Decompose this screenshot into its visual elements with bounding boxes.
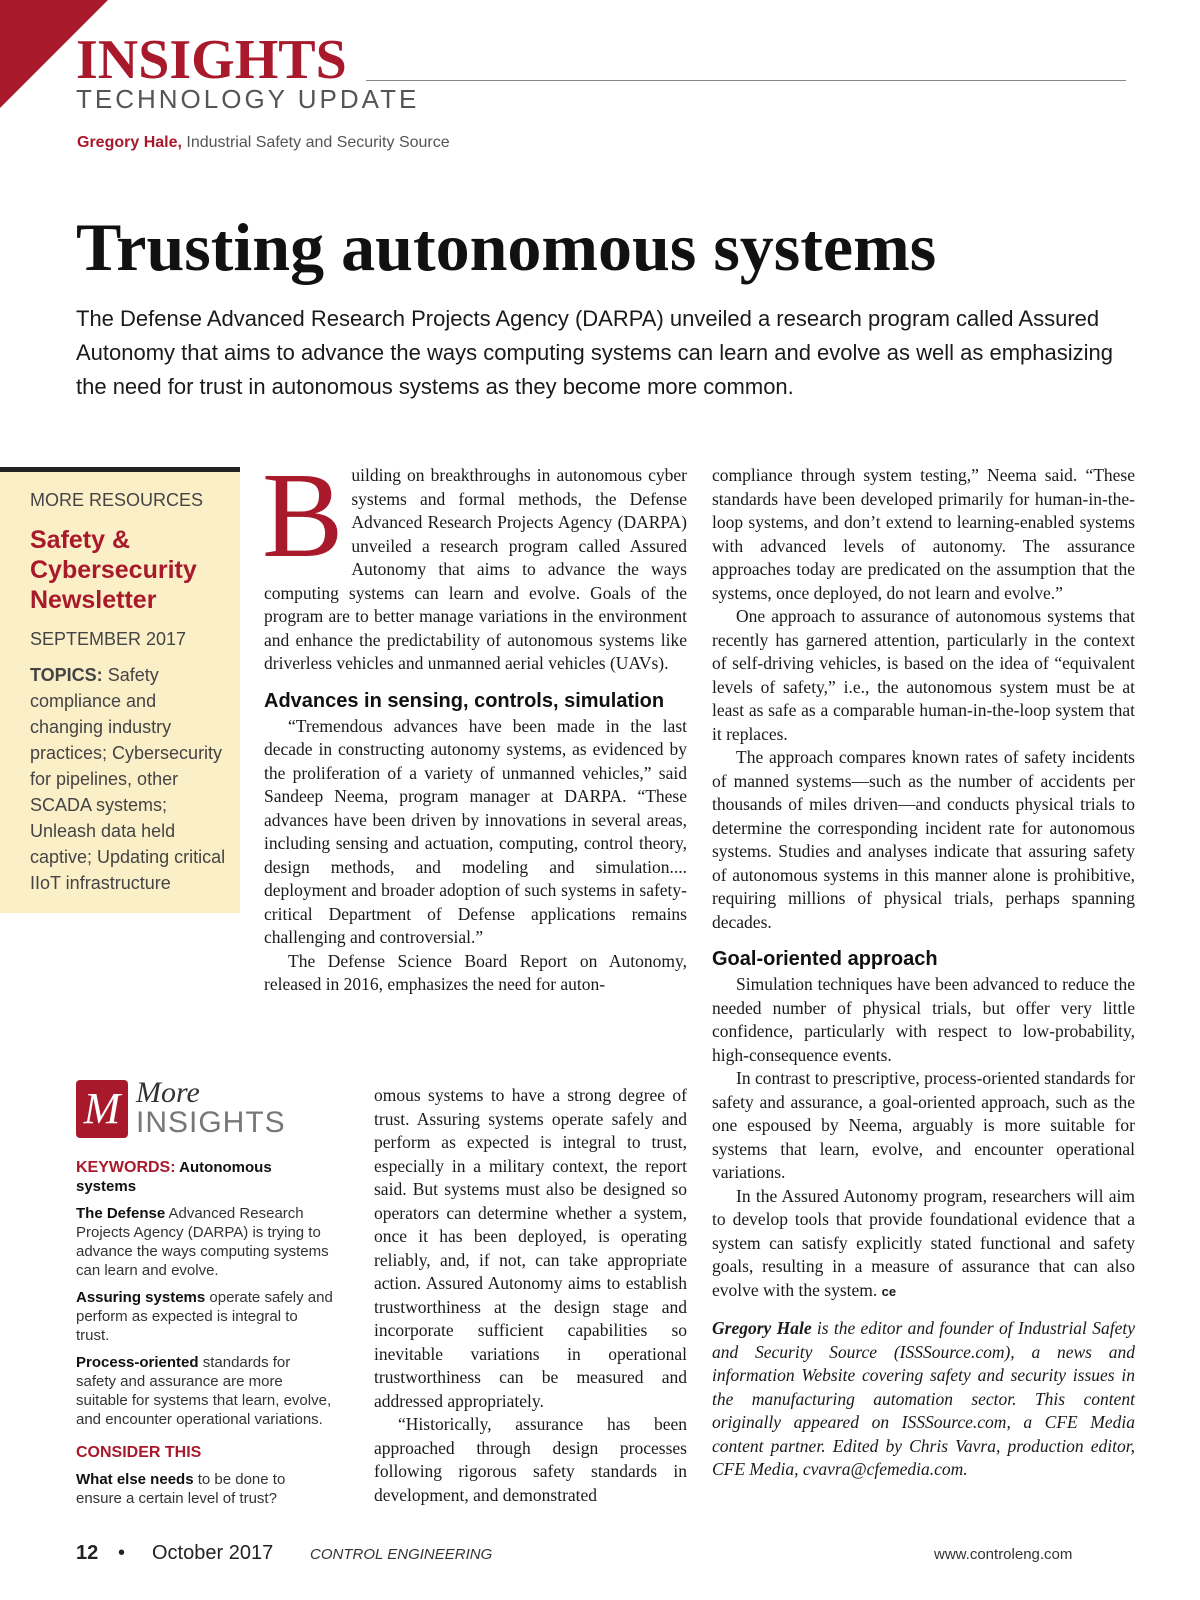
article-column-1	[262, 448, 687, 997]
paragraph-8: Simulation techniques have been advanced to reduce the needed number of physical trials, but offer very little confidence, particularly with respect to low-probability, high-consequence events.	[712, 974, 1135, 1065]
bio-name: Gregory Hale	[712, 1318, 812, 1338]
paragraph-10	[712, 1185, 1135, 1304]
insight-1-lead: The Defense	[76, 1205, 166, 1222]
consider-text: to be done to ensure a certain level of trust?	[76, 1471, 286, 1507]
subhead-goal-oriented: Goal-oriented approach	[712, 948, 938, 970]
header-rule	[366, 80, 1126, 81]
consider-lead: What else needs	[76, 1471, 194, 1488]
topics-text: Safety compliance and changing industry practices; Cybersecurity for pipelines, other SCADA systems; Unleash data held captive; Updating critical IIoT infrastructure	[30, 665, 226, 893]
more-insights-more: More	[136, 1076, 200, 1109]
more-insights-logo	[76, 1076, 336, 1140]
drop-cap: B	[262, 448, 344, 583]
article-column-2	[712, 464, 1135, 1482]
end-mark: ce	[881, 1283, 897, 1299]
footer-bullet: •	[118, 1542, 126, 1564]
byline	[77, 134, 450, 152]
resources-date: SEPTEMBER 2017	[30, 629, 187, 649]
paragraph-7: The approach compares known rates of safety incidents of manned systems—such as the number of accidents per thousands of miles driven—and conducts physical trials to determine the corresponding incident rate for autonomous systems. Studies and analyses indicate that assuring safety of autonomous systems in this manner alone is prohibitive, requiring millions of physical trials, perhaps spanning decades.	[712, 747, 1135, 932]
resources-topics	[30, 662, 226, 896]
footer-date: October 2017	[152, 1542, 274, 1564]
footer-url[interactable]: www.controleng.com	[934, 1546, 1073, 1563]
insight-2-lead: Assuring systems	[76, 1289, 206, 1306]
paragraph-1: uilding on breakthroughs in autonomous cyber systems and formal methods, the Defense Advanced Research Projects Agency (DARPA) unveiled a research program called Assured Autonomy that aims to advance the ways computing systems can learn and evolve. Goals of the program are to better manage variations in the environment and enhance the predictability of autonomous systems like driverless vehicles and unmanned aerial vehicles (UAVs).	[264, 465, 687, 673]
byline-author: Gregory Hale,	[77, 134, 182, 151]
byline-source: Industrial Safety and Security Source	[186, 134, 450, 151]
topics-label: TOPICS:	[30, 665, 103, 685]
subhead-advances: Advances in sensing, controls, simulation	[264, 689, 665, 712]
keywords-label: KEYWORDS:	[76, 1159, 176, 1176]
keywords-block	[76, 1158, 334, 1516]
paragraph-5: compliance through system testing,” Neema said. “These standards have been developed primarily for human-in-the-loop systems, and don’t extend to learning-enabled systems with advanced levels of autonomy. The assurance approaches today are predicated on the assumption that the systems, once deployed, do not learn and evolve.”	[712, 465, 1135, 603]
paragraph-9: In contrast to prescriptive, process-oriented standards for safety and assurance, a goal-oriented approach, such as the one espoused by Neema, arguably is more suitable for systems that learn, evolve, and encounter operational variations.	[712, 1068, 1135, 1182]
page-number: 12	[76, 1542, 99, 1564]
footer-magazine: CONTROL ENGINEERING	[310, 1546, 493, 1563]
section-title: INSIGHTS	[76, 29, 347, 91]
more-insights-insights: INSIGHTS	[136, 1106, 286, 1139]
paragraph-2: “Tremendous advances have been made in the last decade in constructing autonomy systems, as evidenced by the proliferation of a variety of unmanned vehicles,” said Sandeep Neema, program manager at DARPA. “These advances have been driven by innovations in several areas, including sensing and actuation, computing, control theory, design methods, and modeling and simulation.... deployment and broader adoption of such systems in safety-critical Department of Defense applications remains challenging and controversial.”	[264, 715, 687, 947]
author-bio	[712, 1317, 1135, 1482]
resources-label: MORE RESOURCES	[30, 490, 204, 510]
paragraph-3a: The Defense Science Board Report on Autonomy, released in 2016, emphasizes the need for auton-	[264, 950, 687, 994]
paragraph-3b: omous systems to have a strong degree of trust. Assuring systems operate safely and perform as expected is integral to trust, especially in a military context, the report said. But systems must also be designed so operators can determine whether a system, once it has been deployed, is operating reliably, and, if not, can take appropriate action. Assured Autonomy aims to establish trustworthiness at the design stage and incorporate sufficient capabilities so inevitable variations in operational trustworthiness can be measured and addressed appropriately.	[374, 1085, 687, 1411]
paragraph-4: “Historically, assurance has been approached through design processes following rigorous safety standards in development, and demonstrated	[374, 1414, 687, 1505]
article-column-1-lower	[374, 1084, 687, 1507]
bio-text: is the editor and founder of Industrial Safety and Security Source (ISSSource.com), a news and information Website covering safety and security issues in the manufacturing automation sector. This content originally appeared on ISSSource.com, a CFE Media content partner. Edited by Chris Vavra, production editor, CFE Media, cvavra@cfemedia.com.	[712, 1318, 1135, 1479]
subsection-title: TECHNOLOGY UPDATE	[76, 84, 420, 114]
resources-title[interactable]: Safety & Cybersecurity Newsletter	[30, 526, 197, 614]
keywords-text: Autonomous systems	[76, 1159, 272, 1195]
paragraph-6: One approach to assurance of autonomous systems that recently has garnered attention, particularly in the context of self-driving vehicles, is based on the idea of “equivalent levels of safety,” i.e., the autonomous system must be at least as safe as a comparable human-in-the-loop system that it replaces.	[712, 606, 1135, 744]
insight-2-text: operate safely and perform as expected is integral to trust.	[76, 1289, 333, 1344]
insight-1-text: Advanced Research Projects Agency (DARPA) is trying to advance the ways computing systems can learn and evolve.	[76, 1205, 329, 1279]
consider-label: CONSIDER THIS	[76, 1444, 202, 1461]
article-deck: The Defense Advanced Research Projects Agency (DARPA) unveiled a research program called Assured Autonomy that aims to advance the ways computing systems can learn and evolve as well as emphasizing the need for trust in autonomous systems as they become more common.	[76, 306, 1113, 399]
more-insights-badge: M	[76, 1080, 128, 1138]
more-resources-box[interactable]	[0, 467, 240, 913]
insight-3-text: standards for safety and assurance are more suitable for systems that learn, evolve, and encounter operational variations.	[76, 1354, 332, 1428]
paragraph-10-text: In the Assured Autonomy program, researchers will aim to develop tools that provide foundational evidence that a system can satisfy explicitly stated functional and safety goals, resulting in a measure of assurance that can also evolve with the system.	[712, 1185, 1135, 1300]
insight-3-lead: Process-oriented	[76, 1354, 199, 1371]
article-title: Trusting autonomous systems	[76, 209, 937, 285]
